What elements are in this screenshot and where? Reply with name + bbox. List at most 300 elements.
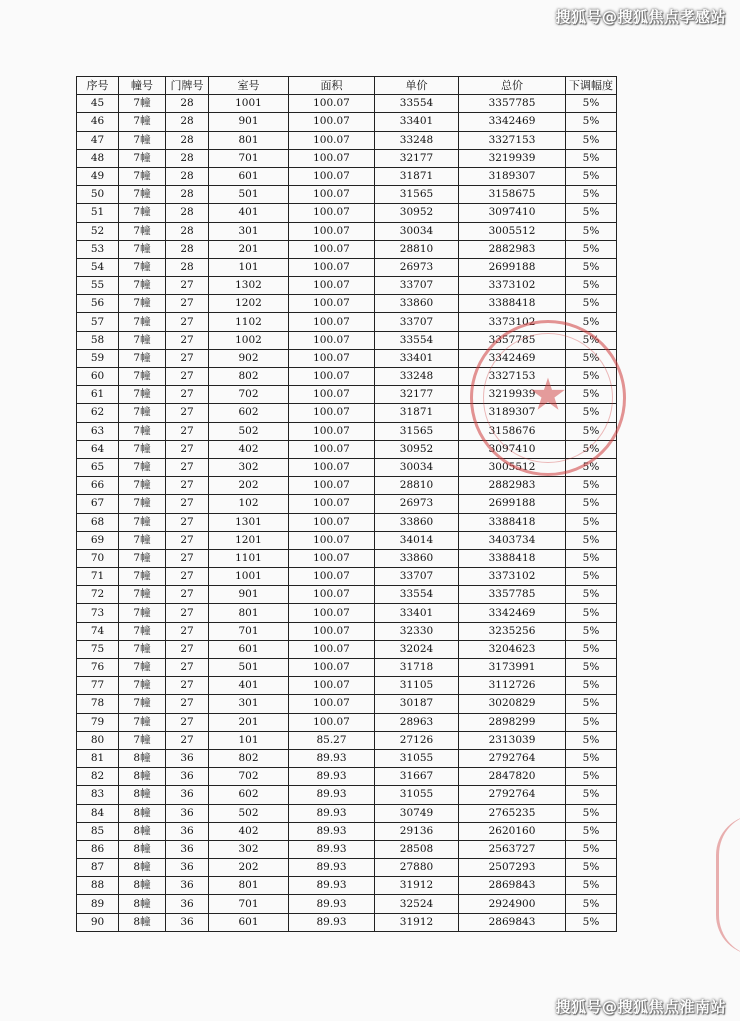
cell-building: 7幢 [119,477,166,495]
cell-discount: 5% [566,386,617,404]
cell-unit-price: 27880 [375,859,459,877]
cell-total-price: 3357785 [459,586,566,604]
table-row [77,240,617,258]
cell-door: 27 [166,640,209,658]
cell-seq: 45 [77,95,119,113]
header-discount: 下调幅度 [566,77,617,95]
cell-total-price: 2869843 [459,913,566,931]
cell-building: 8幢 [119,768,166,786]
cell-door: 28 [166,149,209,167]
cell-discount: 5% [566,368,617,386]
watermark-bottom: 搜狐号@搜狐焦点淮南站 [555,998,726,1016]
table-row [77,659,617,677]
cell-building: 7幢 [119,513,166,531]
cell-seq: 67 [77,495,119,513]
cell-unit-price: 30749 [375,804,459,822]
cell-building: 7幢 [119,149,166,167]
cell-door: 27 [166,604,209,622]
cell-door: 27 [166,349,209,367]
cell-room: 801 [209,604,289,622]
cell-discount: 5% [566,258,617,276]
cell-area: 89.93 [289,749,375,767]
cell-area: 100.07 [289,586,375,604]
cell-room: 701 [209,622,289,640]
cell-door: 27 [166,331,209,349]
cell-building: 7幢 [119,604,166,622]
cell-building: 8幢 [119,822,166,840]
cell-area: 100.07 [289,622,375,640]
cell-building: 7幢 [119,386,166,404]
cell-door: 28 [166,222,209,240]
cell-area: 100.07 [289,186,375,204]
table-row [77,695,617,713]
cell-seq: 46 [77,113,119,131]
cell-area: 89.93 [289,840,375,858]
cell-discount: 5% [566,859,617,877]
table-row [77,222,617,240]
cell-room: 201 [209,240,289,258]
table-row [77,840,617,858]
cell-total-price: 3357785 [459,95,566,113]
cell-total-price: 3342469 [459,604,566,622]
cell-area: 100.07 [289,440,375,458]
cell-building: 7幢 [119,240,166,258]
cell-area: 100.07 [289,404,375,422]
cell-building: 7幢 [119,131,166,149]
table-row [77,204,617,222]
cell-area: 100.07 [289,204,375,222]
table-row [77,895,617,913]
cell-room: 502 [209,804,289,822]
cell-discount: 5% [566,513,617,531]
table-row [77,622,617,640]
cell-seq: 54 [77,258,119,276]
cell-room: 601 [209,167,289,185]
table-row [77,640,617,658]
cell-area: 100.07 [289,422,375,440]
cell-discount: 5% [566,186,617,204]
table-row [77,768,617,786]
cell-discount: 5% [566,549,617,567]
cell-seq: 65 [77,458,119,476]
cell-building: 8幢 [119,859,166,877]
cell-room: 1101 [209,549,289,567]
cell-total-price: 3342469 [459,113,566,131]
cell-total-price: 3373102 [459,277,566,295]
cell-total-price: 3388418 [459,513,566,531]
cell-total-price: 3388418 [459,295,566,313]
cell-area: 100.07 [289,149,375,167]
table-row [77,604,617,622]
cell-room: 602 [209,404,289,422]
cell-discount: 5% [566,531,617,549]
cell-building: 7幢 [119,422,166,440]
price-table-container [76,76,617,932]
cell-door: 27 [166,313,209,331]
cell-seq: 81 [77,749,119,767]
cell-unit-price: 33860 [375,513,459,531]
cell-door: 27 [166,404,209,422]
cell-building: 8幢 [119,895,166,913]
cell-door: 27 [166,440,209,458]
cell-door: 27 [166,495,209,513]
price-table [76,76,617,932]
cell-unit-price: 33248 [375,131,459,149]
cell-unit-price: 30952 [375,440,459,458]
cell-unit-price: 31871 [375,404,459,422]
cell-building: 7幢 [119,568,166,586]
cell-building: 7幢 [119,167,166,185]
cell-room: 1001 [209,568,289,586]
cell-unit-price: 32177 [375,149,459,167]
cell-building: 7幢 [119,295,166,313]
cell-seq: 88 [77,877,119,895]
cell-area: 89.93 [289,804,375,822]
cell-room: 802 [209,368,289,386]
cell-total-price: 3204623 [459,640,566,658]
cell-room: 101 [209,258,289,276]
cell-building: 7幢 [119,640,166,658]
cell-door: 27 [166,695,209,713]
table-row [77,113,617,131]
cell-discount: 5% [566,713,617,731]
cell-door: 27 [166,677,209,695]
cell-discount: 5% [566,313,617,331]
cell-room: 301 [209,695,289,713]
cell-door: 27 [166,531,209,549]
cell-room: 501 [209,659,289,677]
cell-total-price: 2898299 [459,713,566,731]
cell-building: 7幢 [119,659,166,677]
header-room: 室号 [209,77,289,95]
cell-total-price: 3005512 [459,222,566,240]
cell-room: 1302 [209,277,289,295]
cell-door: 27 [166,713,209,731]
cell-area: 89.93 [289,913,375,931]
table-row [77,804,617,822]
cell-unit-price: 32524 [375,895,459,913]
cell-seq: 51 [77,204,119,222]
cell-total-price: 3357785 [459,331,566,349]
cell-unit-price: 32330 [375,622,459,640]
table-row [77,149,617,167]
table-row [77,277,617,295]
cell-area: 89.93 [289,786,375,804]
cell-seq: 63 [77,422,119,440]
cell-door: 36 [166,895,209,913]
cell-door: 36 [166,840,209,858]
edge-seal-stamp [716,815,740,955]
cell-seq: 69 [77,531,119,549]
cell-door: 36 [166,859,209,877]
cell-area: 100.07 [289,313,375,331]
cell-building: 7幢 [119,277,166,295]
cell-area: 100.07 [289,659,375,677]
cell-area: 100.07 [289,640,375,658]
cell-room: 102 [209,495,289,513]
cell-unit-price: 30187 [375,695,459,713]
cell-discount: 5% [566,458,617,476]
cell-room: 202 [209,477,289,495]
cell-area: 100.07 [289,368,375,386]
cell-area: 100.07 [289,477,375,495]
cell-unit-price: 33554 [375,586,459,604]
cell-building: 7幢 [119,695,166,713]
cell-unit-price: 31055 [375,786,459,804]
cell-area: 89.93 [289,877,375,895]
table-row [77,677,617,695]
table-row [77,422,617,440]
cell-area: 100.07 [289,167,375,185]
cell-door: 27 [166,513,209,531]
cell-discount: 5% [566,840,617,858]
cell-building: 8幢 [119,804,166,822]
cell-area: 100.07 [289,277,375,295]
cell-door: 27 [166,659,209,677]
cell-total-price: 3219939 [459,149,566,167]
cell-area: 100.07 [289,513,375,531]
cell-seq: 52 [77,222,119,240]
cell-total-price: 2313039 [459,731,566,749]
table-header-row [77,77,617,95]
cell-seq: 70 [77,549,119,567]
table-row [77,331,617,349]
cell-room: 801 [209,131,289,149]
cell-building: 8幢 [119,913,166,931]
cell-area: 100.07 [289,495,375,513]
cell-seq: 84 [77,804,119,822]
table-row [77,477,617,495]
cell-room: 702 [209,768,289,786]
cell-unit-price: 31912 [375,913,459,931]
cell-unit-price: 26973 [375,495,459,513]
cell-room: 101 [209,731,289,749]
cell-seq: 60 [77,368,119,386]
cell-building: 8幢 [119,749,166,767]
cell-seq: 57 [77,313,119,331]
cell-unit-price: 33554 [375,95,459,113]
cell-seq: 89 [77,895,119,913]
cell-unit-price: 33860 [375,549,459,567]
cell-unit-price: 31667 [375,768,459,786]
cell-door: 36 [166,768,209,786]
cell-seq: 90 [77,913,119,931]
cell-building: 7幢 [119,222,166,240]
cell-building: 7幢 [119,622,166,640]
cell-discount: 5% [566,622,617,640]
cell-room: 901 [209,113,289,131]
star-icon: ★ [528,369,568,421]
table-row [77,495,617,513]
cell-seq: 77 [77,677,119,695]
cell-building: 7幢 [119,458,166,476]
cell-door: 36 [166,913,209,931]
cell-door: 36 [166,786,209,804]
cell-total-price: 2882983 [459,477,566,495]
cell-room: 701 [209,149,289,167]
cell-room: 401 [209,677,289,695]
cell-total-price: 2924900 [459,895,566,913]
cell-seq: 58 [77,331,119,349]
cell-room: 302 [209,458,289,476]
cell-room: 601 [209,640,289,658]
cell-door: 27 [166,731,209,749]
cell-building: 8幢 [119,877,166,895]
cell-area: 100.07 [289,531,375,549]
cell-area: 100.07 [289,604,375,622]
table-row [77,859,617,877]
cell-discount: 5% [566,822,617,840]
cell-discount: 5% [566,149,617,167]
cell-total-price: 2620160 [459,822,566,840]
cell-seq: 56 [77,295,119,313]
table-row [77,586,617,604]
cell-discount: 5% [566,240,617,258]
cell-door: 28 [166,258,209,276]
table-row [77,186,617,204]
table-row [77,95,617,113]
cell-area: 89.93 [289,768,375,786]
cell-room: 1301 [209,513,289,531]
cell-unit-price: 31055 [375,749,459,767]
cell-unit-price: 32024 [375,640,459,658]
cell-discount: 5% [566,440,617,458]
cell-seq: 50 [77,186,119,204]
cell-area: 100.07 [289,258,375,276]
table-row [77,386,617,404]
cell-unit-price: 28810 [375,240,459,258]
cell-door: 36 [166,804,209,822]
cell-area: 100.07 [289,95,375,113]
cell-discount: 5% [566,640,617,658]
cell-building: 7幢 [119,349,166,367]
cell-door: 27 [166,295,209,313]
cell-total-price: 3158676 [459,422,566,440]
cell-door: 28 [166,204,209,222]
table-row [77,404,617,422]
cell-unit-price: 31718 [375,659,459,677]
cell-room: 701 [209,895,289,913]
cell-total-price: 3005512 [459,458,566,476]
cell-total-price: 2869843 [459,877,566,895]
cell-total-price: 3189307 [459,167,566,185]
cell-door: 28 [166,240,209,258]
table-row [77,731,617,749]
cell-area: 100.07 [289,695,375,713]
cell-building: 8幢 [119,786,166,804]
cell-room: 801 [209,877,289,895]
cell-total-price: 2765235 [459,804,566,822]
cell-seq: 79 [77,713,119,731]
cell-area: 100.07 [289,222,375,240]
cell-discount: 5% [566,277,617,295]
cell-room: 501 [209,186,289,204]
table-row [77,749,617,767]
cell-unit-price: 28810 [375,477,459,495]
cell-area: 100.07 [289,349,375,367]
cell-unit-price: 31565 [375,186,459,204]
cell-unit-price: 33401 [375,113,459,131]
cell-total-price: 2847820 [459,768,566,786]
cell-room: 401 [209,204,289,222]
cell-seq: 75 [77,640,119,658]
cell-room: 302 [209,840,289,858]
cell-unit-price: 29136 [375,822,459,840]
cell-unit-price: 28963 [375,713,459,731]
cell-seq: 53 [77,240,119,258]
cell-area: 100.07 [289,549,375,567]
cell-building: 7幢 [119,258,166,276]
cell-unit-price: 34014 [375,531,459,549]
cell-door: 28 [166,167,209,185]
cell-room: 802 [209,749,289,767]
cell-building: 7幢 [119,495,166,513]
cell-building: 7幢 [119,677,166,695]
cell-area: 85.27 [289,731,375,749]
header-unit-price: 单价 [375,77,459,95]
table-row [77,313,617,331]
cell-door: 28 [166,113,209,131]
cell-area: 100.07 [289,458,375,476]
cell-seq: 62 [77,404,119,422]
cell-seq: 68 [77,513,119,531]
cell-seq: 59 [77,349,119,367]
cell-total-price: 3173991 [459,659,566,677]
cell-total-price: 3158675 [459,186,566,204]
cell-room: 1001 [209,95,289,113]
cell-discount: 5% [566,768,617,786]
cell-door: 27 [166,458,209,476]
cell-seq: 78 [77,695,119,713]
cell-area: 89.93 [289,859,375,877]
cell-door: 36 [166,749,209,767]
cell-discount: 5% [566,895,617,913]
cell-total-price: 3327153 [459,368,566,386]
table-body [77,95,617,932]
cell-area: 100.07 [289,131,375,149]
cell-total-price: 3020829 [459,695,566,713]
cell-unit-price: 30952 [375,204,459,222]
cell-seq: 83 [77,786,119,804]
cell-unit-price: 30034 [375,458,459,476]
cell-seq: 48 [77,149,119,167]
table-row [77,167,617,185]
table-row [77,531,617,549]
cell-area: 89.93 [289,822,375,840]
watermark-top: 搜狐号@搜狐焦点孝感站 [555,8,726,26]
table-row [77,458,617,476]
cell-room: 601 [209,913,289,931]
cell-unit-price: 33707 [375,568,459,586]
cell-unit-price: 33707 [375,313,459,331]
cell-total-price: 2699188 [459,258,566,276]
cell-unit-price: 30034 [375,222,459,240]
cell-total-price: 3403734 [459,531,566,549]
cell-discount: 5% [566,131,617,149]
cell-unit-price: 31105 [375,677,459,695]
cell-discount: 5% [566,659,617,677]
cell-discount: 5% [566,422,617,440]
table-row [77,440,617,458]
cell-discount: 5% [566,913,617,931]
cell-total-price: 2882983 [459,240,566,258]
table-row [77,822,617,840]
cell-unit-price: 27126 [375,731,459,749]
cell-discount: 5% [566,222,617,240]
cell-area: 100.07 [289,295,375,313]
table-row [77,913,617,931]
cell-room: 1102 [209,313,289,331]
